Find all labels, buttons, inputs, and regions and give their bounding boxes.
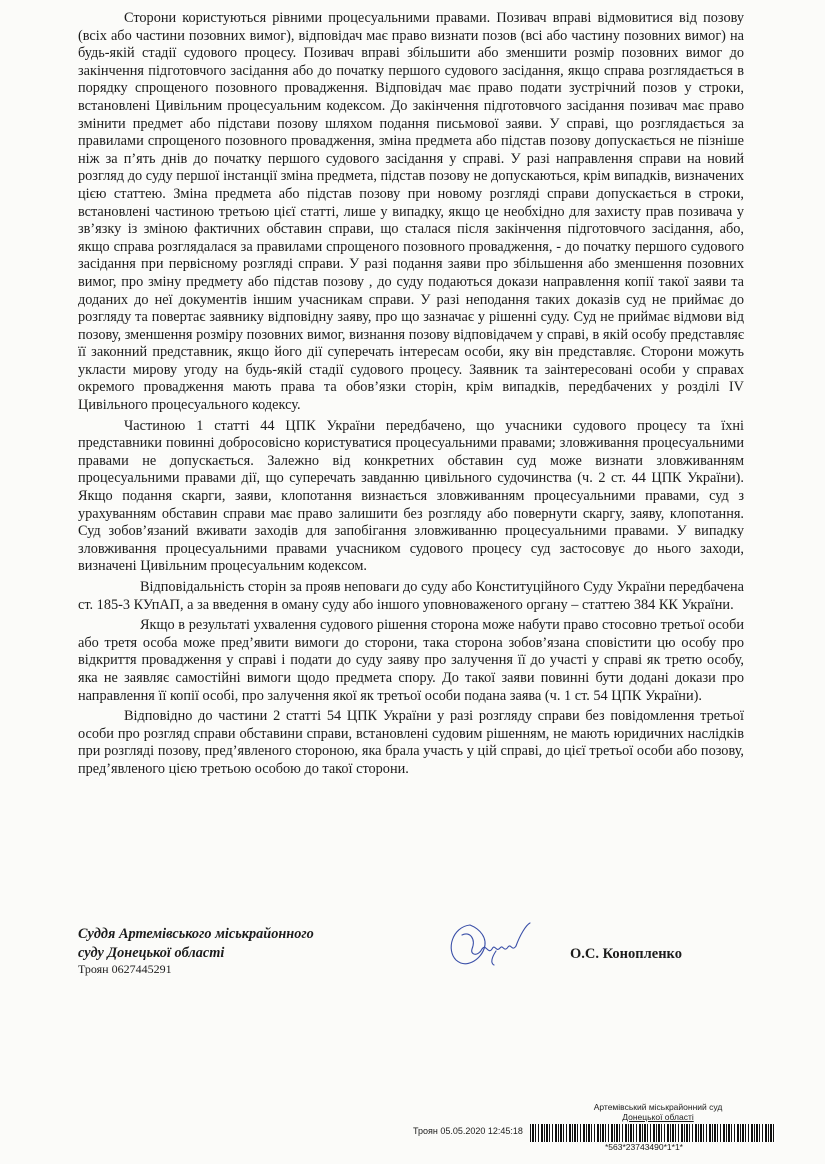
paragraph-parties-rights: Сторони користуються рівними процесуальними правами. Позивач вправі відмовитися від позову (всіх або частини позовних вимог), відповідач має право визнати позов (всі або частину позовних вимог) на будь-якій стадії судового процесу. Позивач вправі збільшити або зменшити розмір позовних вимог до закінчення підготовчого засідання або до початку першого судового засідання, якщо справа розглядається в порядку спрощеного позовного провадження. Відповідач має право подати зустрічний позов у строки, встановлені Цивільним процесуальним кодексом. До закінчення підготовчого засідання позивач має право змінити предмет або підстави позову шляхом подання письмової заяви. У справі, що розглядається за правилами спрощеного позовного провадження, зміна предмета або підстав позову допускається не пізніше ніж за п’ять днів до початку першого судового засідання у справі. У разі направлення справи на новий розгляд до суду першої інстанції зміна предмета, підстав позову не допускаються, крім випадків, визначених цією статтею. Зміна предмета або підстав позову при новому розгляді справи допускається в строки, встановлені частиною третьою цієї статті, лише у випадку, якщо це необхідно для захисту прав позивача у зв’язку із зміною фактичних обставин справи, що сталася після закінчення підготовчого засідання, або, якщо справа розглядалася за правилами спрощеного позовного провадження, - до початку першого судового засідання при первісному розгляді справи. У разі подання заяви про збільшення або зменшення позовних вимог, про зміну предмету або підстав позову , до суду подаються докази направлення копії такої заяви та доданих до неї документів іншим учасникам справи. У разі неподання таких доказів суд не приймає до розгляду та повертає заявнику відповідну заяву, про що зазначає у рішенні суду. Суд не приймає відмови від позову, зменшення розміру позовних вимог, визнання позову відповідачем у справі, в якій особу представляє її законний представник, якщо його дії суперечать інтересам особи, яку він представляє. Сторони можуть укласти мирову угоду на будь-якій стадії судового процесу. Заявник та заінтересовані особи у справах окремого провадження мають права та обов’язки сторін, крім випадків, передбачених у розділі IV Цивільного процесуального кодексу.: [78, 10, 744, 414]
paragraph-abuse-of-rights: Частиною 1 статті 44 ЦПК України передбачено, що учасники судового процесу та їхні представники повинні добросовісно користуватися процесуальними правами; зловживання процесуальними правами не допускається. Залежно від конкретних обставин суд може визнати зловживанням процесуальними правами дії, що суперечать завданню цивільного судочинства (ч. 2 ст. 44 ЦПК України). Якщо подання скарги, заяви, клопотання визнається зловживанням процесуальними правами, суд з урахуванням обставин справи має право залишити без розгляду або повернути скаргу, заяву, клопотання. Суд зобов’язаний вживати заходів для запобігання зловживанню процесуальними правами. У випадку зловживання процесуальними правами учасником судового процесу суд застосовує до нього заходи, визначені Цивільним процесуальним кодексом.: [78, 417, 744, 575]
stamp-court-line1: Артемівський міськрайонний суд: [593, 1102, 723, 1112]
handwritten-signature: [440, 905, 540, 975]
paragraph-third-party-consequences: Відповідно до частини 2 статті 54 ЦПК України у разі розгляду справи без повідомлення третьої особи про розгляд справи обставини справи, встановлені судовим рішенням, не мають юридичних наслідків при розгляді позову, пред’явленого стороною, яка брала участь у цій справі, до цієї третьої особи або позову, пред’явленого цією третьою особою до такої сторони.: [78, 708, 744, 777]
clerk-phone: Троян 0627445291: [78, 962, 172, 976]
court-stamp: [578, 1102, 738, 1122]
barcode-code: *563*23743490*1*1*: [605, 1142, 683, 1152]
stamp-court-line2: Донецької області: [622, 1112, 694, 1122]
paragraph-third-party: Якщо в результаті ухвалення судового рішення сторона може набути право стосовно третьої особи або третя особа може пред’явити вимоги до сторони, така сторона зобов’язана сповістити цю особу про відкриття провадження у справі і подати до суду заяву про залучення її до участі у справі як третю особу, яка не заявляє самостійні вимоги щодо предмета спору. До такої заяви повинні бути додані докази про направлення її копії особі, про залучення якої як третьої особи подана заява (ч. 1 ст. 54 ЦПК України).: [78, 617, 744, 704]
judge-title-line2: суду Донецької області: [78, 945, 225, 961]
judge-signature-block: [78, 925, 314, 976]
judge-name: О.С. Конопленко: [570, 946, 682, 962]
judge-title-line1: Суддя Артемівського міськрайонного: [78, 926, 314, 942]
paragraph-liability: Відповідальність сторін за прояв неповаги до суду або Конституційного Суду України передбачена ст. 185-3 КУпАП, а за введення в оману суду або іншого уповноваженого органу – статтею 384 КК України.: [78, 579, 744, 613]
body-text: [78, 10, 744, 779]
stamp-datetime: Троян 05.05.2020 12:45:18: [413, 1126, 523, 1136]
barcode: [530, 1124, 776, 1142]
